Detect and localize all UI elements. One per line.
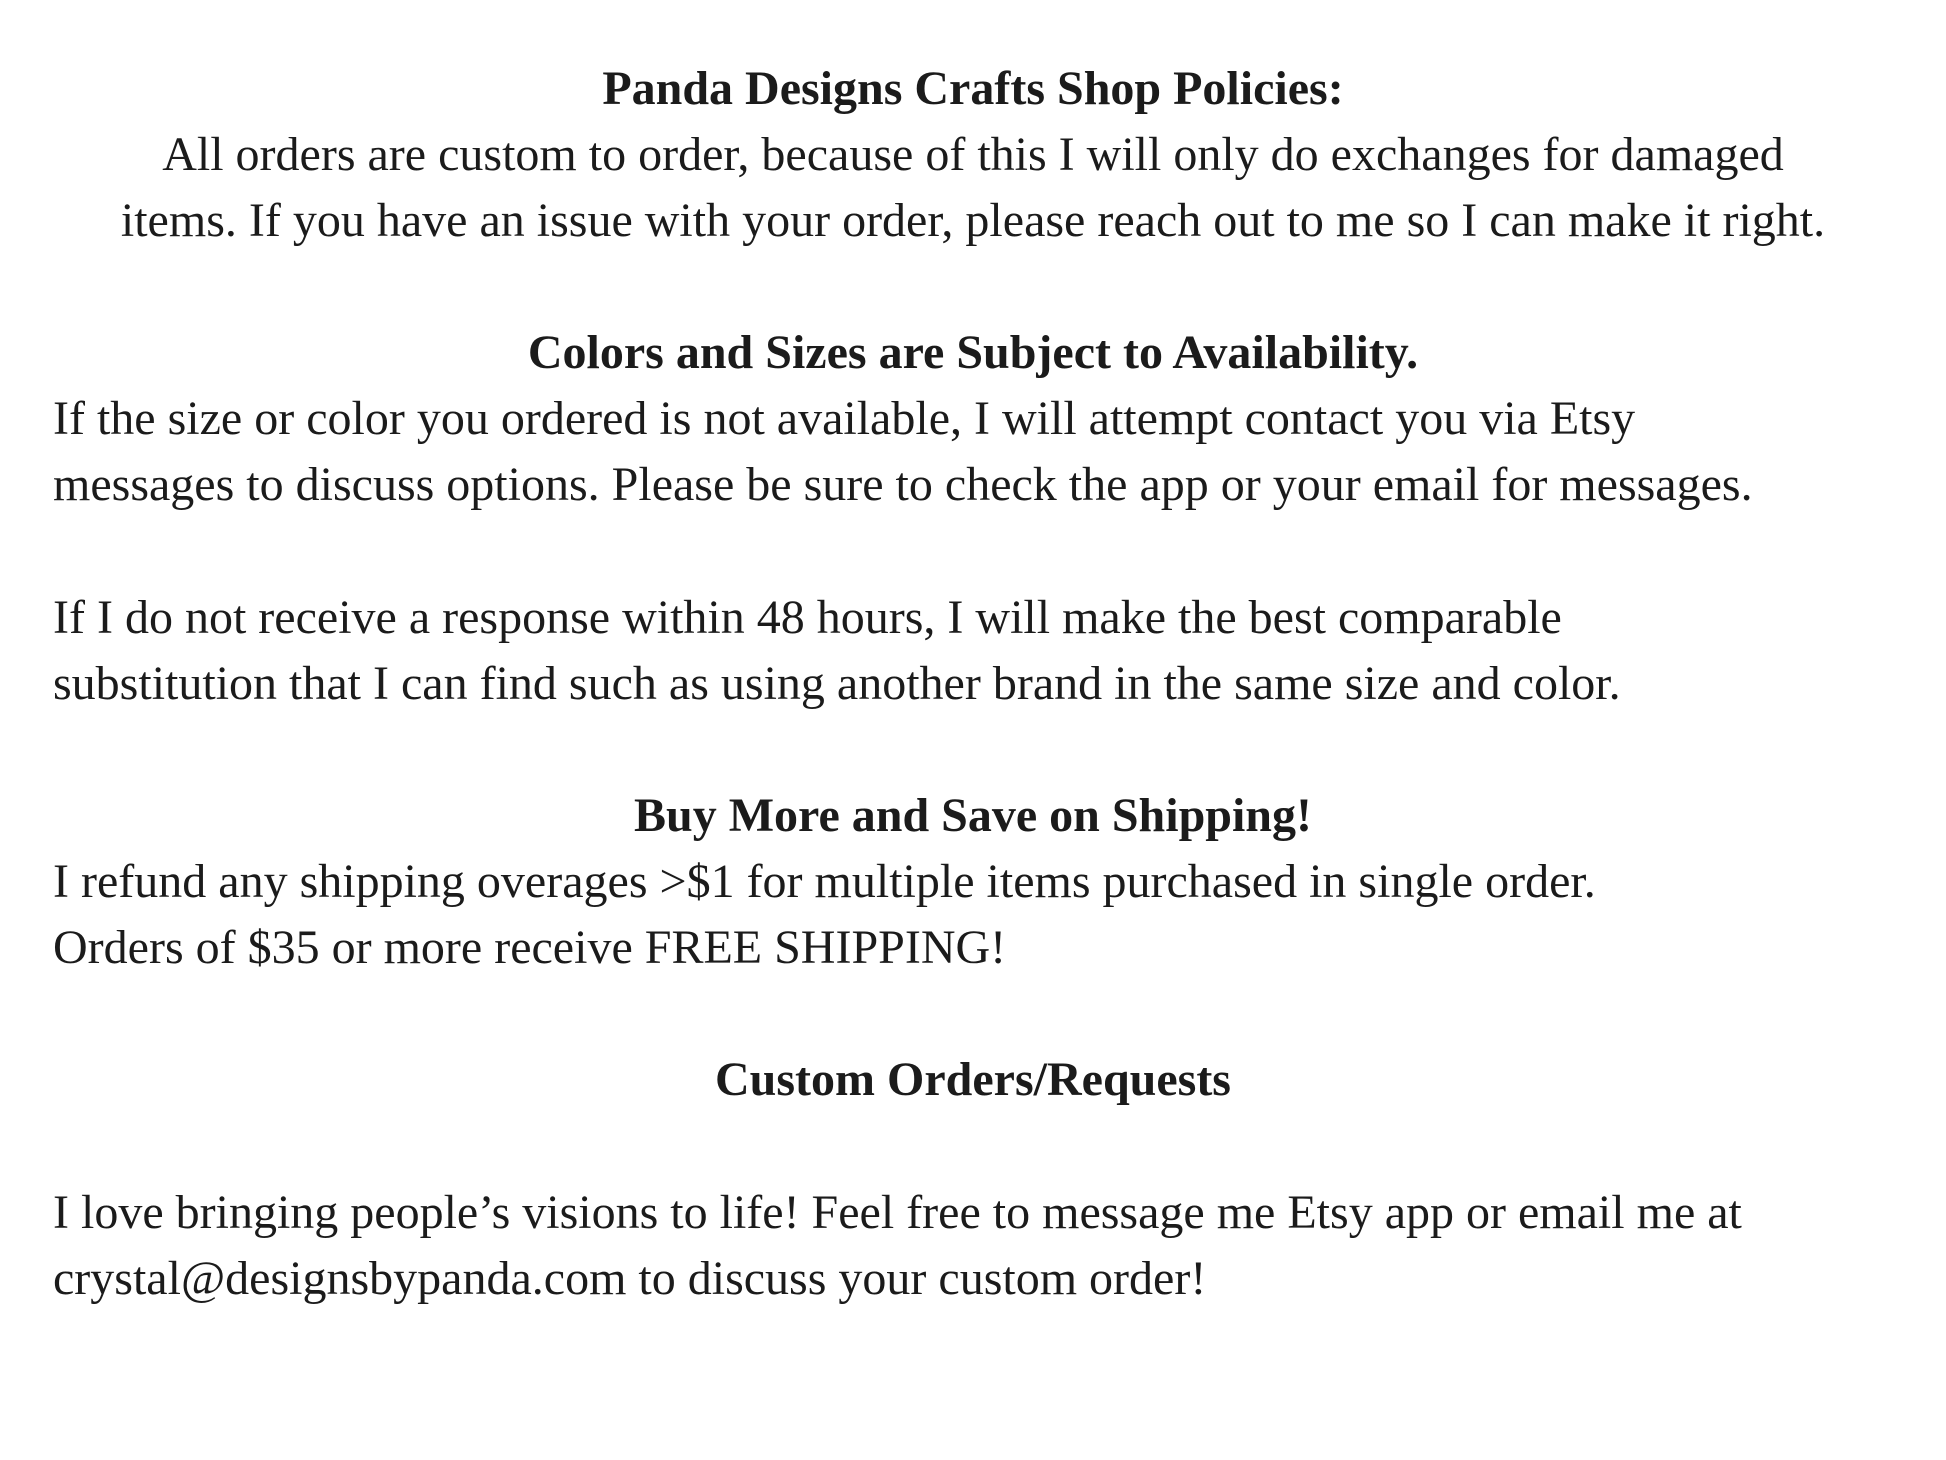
response-text-line-2: substitution that I can find such as using another brand in the same size and color. bbox=[53, 657, 1621, 710]
policies-heading: Panda Designs Crafts Shop Policies: bbox=[602, 62, 1344, 115]
policies-text-line-1: All orders are custom to order, because of this I will only do exchanges for damaged bbox=[162, 128, 1784, 181]
colors-sizes-heading: Colors and Sizes are Subject to Availability. bbox=[527, 326, 1419, 379]
shipping-text-line-1: I refund any shipping overages >$1 for multiple items purchased in single order. bbox=[53, 855, 1596, 908]
custom-text-line-2: crystal@designsbypanda.com to discuss your custom order! bbox=[53, 1252, 1207, 1305]
shipping-heading: Buy More and Save on Shipping! bbox=[634, 789, 1312, 842]
custom-orders-heading: Custom Orders/Requests bbox=[715, 1053, 1231, 1106]
shipping-text-line-2: Orders of $35 or more receive FREE SHIPPING! bbox=[53, 921, 1007, 974]
colors-text-line-1: If the size or color you ordered is not available, I will attempt contact you via Etsy bbox=[53, 392, 1636, 445]
response-text-line-1: If I do not receive a response within 48 hours, I will make the best comparable bbox=[53, 591, 1562, 644]
colors-text-line-2: messages to discuss options. Please be sure to check the app or your email for messages. bbox=[53, 458, 1753, 511]
policies-text-line-2: items. If you have an issue with your order, please reach out to me so I can make it right. bbox=[120, 194, 1826, 247]
custom-text-line-1: I love bringing people’s visions to life! Feel free to message me Etsy app or email me at bbox=[53, 1186, 1742, 1239]
